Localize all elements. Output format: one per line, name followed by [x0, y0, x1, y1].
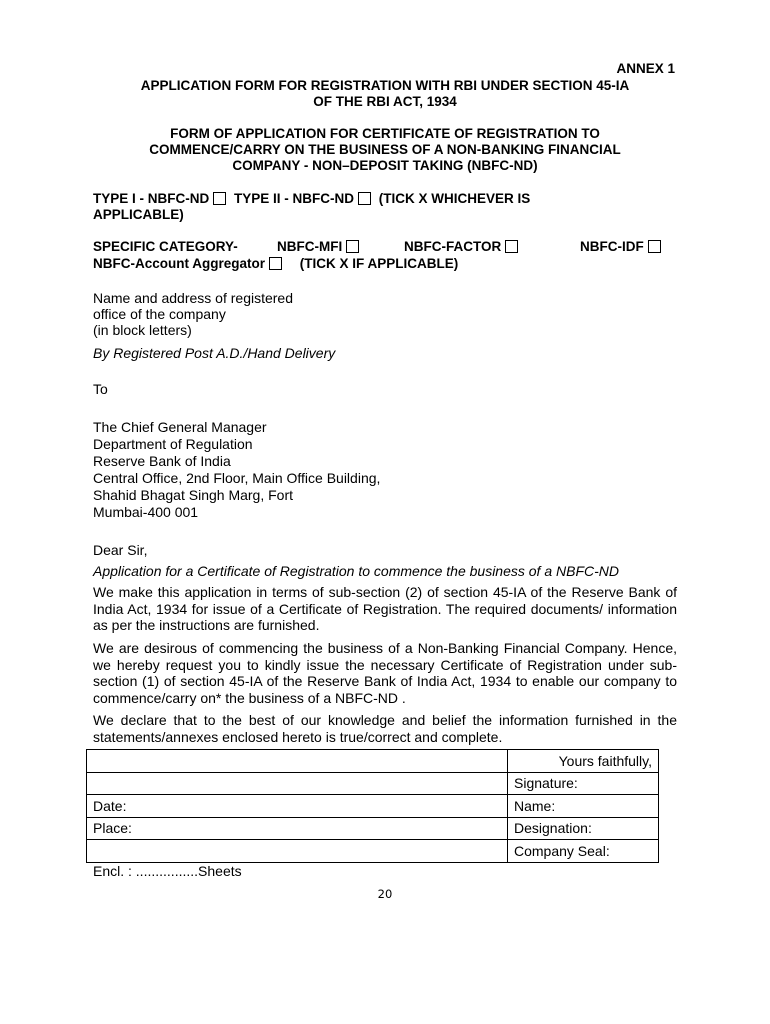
designation-field[interactable]: Designation: — [508, 817, 659, 840]
idf-option — [580, 239, 665, 255]
signature-table — [86, 749, 659, 863]
factor-label: NBFC-FACTOR — [404, 239, 502, 254]
signature-field[interactable]: Signature: — [508, 772, 659, 795]
account-aggregator-option — [93, 256, 458, 272]
factor-checkbox[interactable] — [505, 240, 518, 253]
place-field[interactable]: Place: — [87, 817, 508, 840]
type1-checkbox[interactable] — [213, 192, 226, 205]
to-label: To — [93, 381, 108, 397]
type-instruction-cont: APPLICABLE) — [93, 207, 184, 222]
recipient-line4: Central Office, 2nd Floor, Main Office Building, — [93, 470, 381, 486]
salutation: Dear Sir, — [93, 542, 148, 558]
name-field[interactable]: Name: — [508, 795, 659, 818]
recipient-line2: Department of Regulation — [93, 436, 253, 452]
sender-line3: (in block letters) — [93, 322, 192, 338]
letter-para1: We make this application in terms of sub-section (2) of section 45-IA of the Reserve Bank of India Act, 1934 for issue of a Certificate of Registration. The required documents/ information as per the instructions are furnished. — [93, 584, 677, 633]
type-selection-row — [93, 191, 530, 207]
sender-line1: Name and address of registered — [93, 290, 293, 306]
account-aggregator-checkbox[interactable] — [269, 257, 282, 270]
enclosure-line: Encl. : ................Sheets — [93, 863, 242, 879]
idf-checkbox[interactable] — [648, 240, 661, 253]
letter-para2: We are desirous of commencing the business of a Non-Banking Financial Company. Hence, we hereby request you to kindly issue the necessary Certificate of Registration under sub-section (1) of section 45-IA of the Reserve Bank of India Act, 1934 to enable our company to commence/carry on* the business of a NBFC-ND . — [93, 640, 677, 706]
form-subtitle-line1: FORM OF APPLICATION FOR CERTIFICATE OF REGISTRATION TO — [170, 126, 600, 141]
table-cell — [87, 772, 508, 795]
mfi-option — [277, 239, 363, 255]
annex-label: ANNEX 1 — [616, 61, 675, 76]
account-aggregator-label: NBFC-Account Aggregator — [93, 256, 265, 271]
form-subtitle-line2: COMMENCE/CARRY ON THE BUSINESS OF A NON-BANKING FINANCIAL — [149, 142, 621, 157]
recipient-line6: Mumbai-400 001 — [93, 504, 199, 520]
form-subtitle-line3: COMPANY - NON–DEPOSIT TAKING (NBFC-ND) — [232, 158, 538, 173]
type2-checkbox[interactable] — [358, 192, 371, 205]
category-instruction: (TICK X IF APPLICABLE) — [299, 256, 459, 271]
type2-label: TYPE II - NBFC-ND — [234, 191, 355, 206]
recipient-line1: The Chief General Manager — [93, 419, 267, 435]
category-label: SPECIFIC CATEGORY- — [93, 239, 238, 254]
type-instruction: (TICK X WHICHEVER IS — [378, 191, 531, 206]
letter-subject: Application for a Certificate of Registration to commence the business of a NBFC-ND — [93, 563, 620, 579]
table-cell — [87, 750, 508, 773]
sender-line2: office of the company — [93, 306, 226, 322]
date-field[interactable]: Date: — [87, 795, 508, 818]
type1-label: TYPE I - NBFC-ND — [93, 191, 210, 206]
form-title-line2: OF THE RBI ACT, 1934 — [313, 94, 457, 109]
form-title-line1: APPLICATION FORM FOR REGISTRATION WITH RBI UNDER SECTION 45-IA — [140, 78, 630, 93]
letter-para3: We declare that to the best of our knowledge and belief the information furnished in the statements/annexes enclosed hereto is true/correct and complete. — [93, 712, 677, 745]
delivery-mode: By Registered Post A.D./Hand Delivery — [93, 345, 336, 361]
yours-faithfully: Yours faithfully, — [508, 750, 659, 773]
recipient-line3: Reserve Bank of India — [93, 453, 231, 469]
table-cell — [87, 840, 508, 863]
page-number: 20 — [377, 887, 393, 901]
mfi-label: NBFC-MFI — [277, 239, 343, 254]
mfi-checkbox[interactable] — [346, 240, 359, 253]
factor-option — [404, 239, 522, 255]
company-seal-field[interactable]: Company Seal: — [508, 840, 659, 863]
idf-label: NBFC-IDF — [580, 239, 644, 254]
recipient-line5: Shahid Bhagat Singh Marg, Fort — [93, 487, 294, 503]
